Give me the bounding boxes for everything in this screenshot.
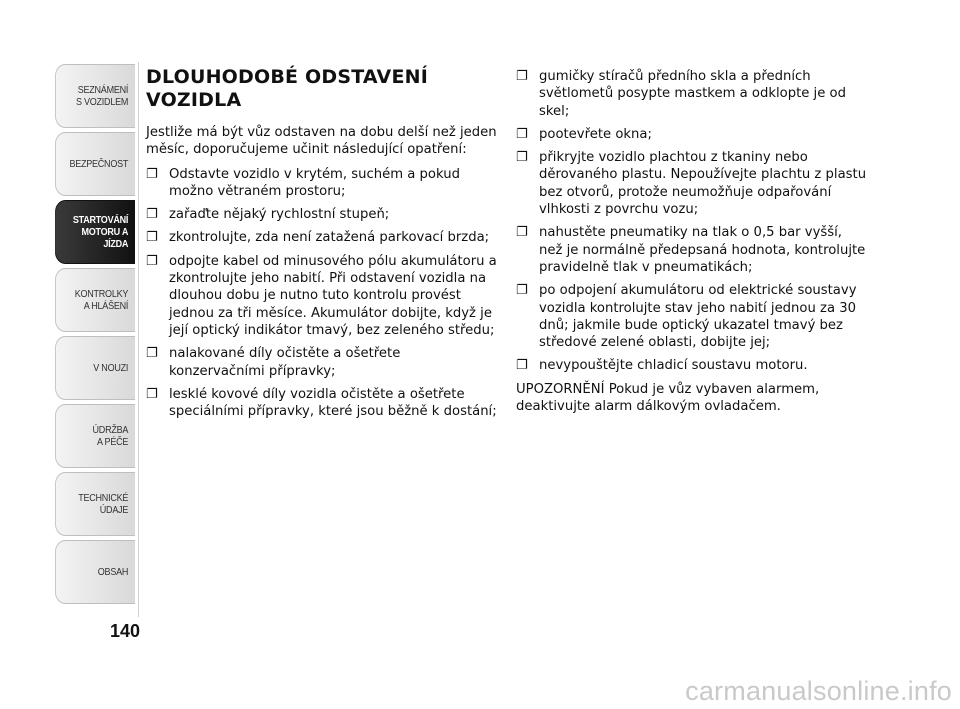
list-item: [516, 224, 868, 276]
tab-label: ÚDRŽBA A PÉČE: [92, 424, 129, 448]
chapter-sidebar: [42, 64, 135, 608]
tab-v-nouzi[interactable]: [55, 336, 135, 400]
checkbox-bullet-icon: ❐: [516, 283, 528, 299]
list-item-text: zařaďte nějaký rychlostní stupeň;: [169, 207, 390, 223]
tab-udrzba[interactable]: [55, 404, 135, 468]
checkbox-bullet-icon: ❐: [146, 386, 158, 402]
tab-technicke-udaje[interactable]: [55, 472, 135, 536]
checkbox-bullet-icon: ❐: [516, 225, 528, 241]
list-item: [146, 253, 498, 339]
tab-label: SEZNÁMENÍ S VOZIDLEM: [75, 84, 129, 108]
tab-kontrolky[interactable]: [55, 268, 135, 332]
checkbox-bullet-icon: ❐: [146, 346, 158, 362]
tab-label: OBSAH: [97, 566, 129, 578]
list-item-text: nahustěte pneumatiky na tlak o 0,5 bar vyšší, než je normálně předepsaná hodnota, kontrolujte pravidelně tlak v pneumatikách;: [539, 225, 866, 275]
list-item: [146, 386, 498, 421]
left-column: [146, 66, 498, 426]
checkbox-bullet-icon: ❐: [146, 253, 158, 269]
list-item: [146, 229, 498, 246]
intro-paragraph: Jestliže má být vůz odstaven na dobu delší než jeden měsíc, doporučujeme učinit následující opatření:: [146, 125, 497, 158]
right-column: [516, 68, 868, 415]
tab-label: STARTOVÁNÍ MOTORU A JÍZDA: [72, 214, 129, 250]
tab-bezpecnost[interactable]: [55, 132, 135, 196]
instruction-list: [516, 68, 868, 375]
list-item-text: nalakované díly očistěte a ošetřete konzervačními přípravky;: [169, 346, 401, 379]
watermark: carmanualsonline.info: [685, 676, 952, 706]
checkbox-bullet-icon: ❐: [516, 358, 528, 374]
list-item-text: po odpojení akumulátoru od elektrické soustavy vozidla kontrolujte stav jeho nabití jednou za 30 dnů; jakmile bude optický ukazatel tmavý bez středové zelené oblasti, dobijte jej;: [539, 283, 857, 351]
checkbox-bullet-icon: ❐: [516, 126, 528, 142]
list-item-text: gumičky stíračů předního skla a předních světlometů posypte mastkem a odklopte je od skel;: [539, 69, 846, 119]
list-item-text: lesklé kovové díly vozidla očistěte a ošetřete speciálními přípravky, které jsou běžně k dostání;: [169, 386, 497, 420]
list-item: [516, 282, 868, 351]
tab-label: KONTROLKY A HLÁŠENÍ: [74, 288, 129, 312]
section-title: DLOUHODOBÉ ODSTAVENÍ VOZIDLA: [146, 66, 428, 111]
warning-note: UPOZORNĚNÍ Pokud je vůz vybaven alarmem, deaktivujte alarm dálkovým ovladačem.: [516, 381, 820, 415]
list-item-text: odpojte kabel od minusového pólu akumulátoru a zkontrolujte jeho nabití. Při odstavení vozidla na dlouhou dobu je nutno tuto kontrolu provést jednou za tři měsíce. Akumulátor dobijte, když je její optický indikátor tmavý, bez zeleného středu;: [169, 253, 497, 338]
list-item-text: Odstavte vozidlo v krytém, suchém a pokud možno větraném prostoru;: [169, 166, 460, 199]
tab-startovani[interactable]: [55, 200, 135, 264]
list-item-text: přikryjte vozidlo plachtou z tkaniny nebo děrovaného plastu. Nepoužívejte plachtu z plastu bez otvorů, protože neumožňuje odpařování vlhkosti z povrchu vozu;: [539, 150, 867, 218]
checkbox-bullet-icon: ❐: [146, 230, 158, 246]
tab-label: TECHNICKÉ ÚDAJE: [78, 492, 129, 516]
list-item: [516, 68, 868, 120]
list-item: [146, 345, 498, 380]
list-item: [516, 149, 868, 218]
list-item: [516, 126, 868, 143]
checkbox-bullet-icon: ❐: [146, 207, 158, 223]
list-item: [516, 357, 868, 374]
tab-label: V NOUZI: [93, 362, 129, 374]
instruction-list: [146, 166, 498, 421]
checkbox-bullet-icon: ❐: [516, 69, 528, 84]
checkbox-bullet-icon: ❐: [146, 166, 158, 182]
list-item-text: zkontrolujte, zda není zatažená parkovací brzda;: [169, 230, 490, 246]
list-item: [146, 166, 498, 201]
list-item-text: pootevřete okna;: [539, 126, 652, 142]
list-item-text: nevypouštějte chladicí soustavu motoru.: [539, 358, 808, 374]
list-item: [146, 206, 498, 223]
tab-label: BEZPEČNOST: [69, 158, 129, 170]
checkbox-bullet-icon: ❐: [516, 150, 528, 166]
tab-obsah[interactable]: [55, 540, 135, 604]
tab-seznameni[interactable]: [55, 64, 135, 128]
page-number: 140: [109, 621, 140, 641]
